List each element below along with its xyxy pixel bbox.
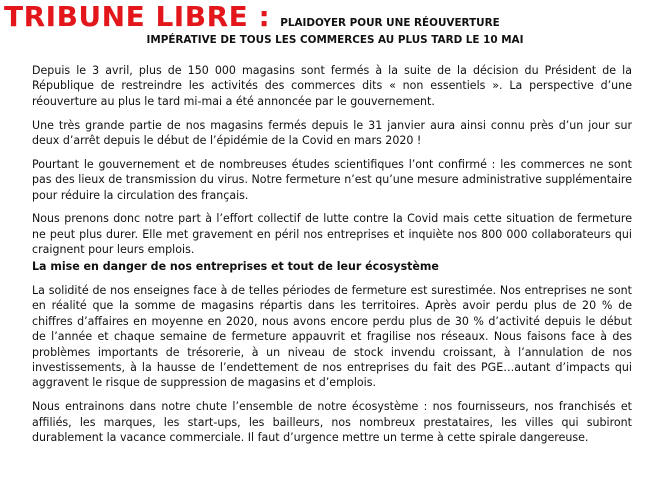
paragraph-5: La solidité de nos enseignes face à de telles périodes de fermeture est surestimée. Nos entreprises ne sont en réalité que la somme de magasins répartis dans les territoires. Après avoir perdu plus de 20 % de chiffres d’affaires en moyenne en 2020, nous avons encore perdu plus de 30 % d’activité depuis le début de l’année et chaque semaine de fermeture appauvrit et fragilise nos réseaux. Nous faisons face à des problèmes importants de trésorerie, à un niveau de stock invendu croissant, à l’annulation de nos investissements, à la hausse de l’endettement de nos entreprises du fait des PGE…autant d’impacts qui aggravent le risque de suppression de magasins et d’emplois.: [32, 284, 632, 390]
paragraph-4: Nous prenons donc notre part à l’effort collectif de lutte contre la Covid mais cette situation de fermeture ne peut plus durer. Elle met gravement en péril nos entreprises et inquiète nos 800 000 collaborateurs qui craignent pour leurs emplois.: [32, 212, 632, 257]
paragraph-3: Pourtant le gouvernement et de nombreuses études scientifiques l’ont confirmé : les commerces ne sont pas des lieux de transmission du virus. Notre fermeture n’est qu’une mesure administrative supplémentaire pour réduire la circulation des français.: [32, 157, 632, 202]
article-body: [32, 63, 632, 454]
header: [4, 0, 646, 48]
paragraph-6: Nous entrainons dans notre chute l’ensemble de notre écosystème : nos fournisseurs, nos franchisés et affiliés, les marques, les start-ups, les bailleurs, nos nombreux prestataires, les villes qui subiront durablement la vacance commerciale. Il faut d’urgence mettre un terme à cette spirale dangereuse.: [32, 400, 632, 445]
paragraph-1: Depuis le 3 avril, plus de 150 000 magasins sont fermés à la suite de la décision du Président de la République de restreindre les activités des commerces dits « non essentiels ». La perspective d’une réouverture au plus le tard mi-mai a été annoncée par le gouvernement.: [32, 64, 632, 108]
section-heading: La mise en danger de nos entreprises et tout de leur écosystème: [32, 259, 439, 273]
page-title: TRIBUNE LIBRE :: [4, 0, 271, 33]
paragraph-2: Une très grande partie de nos magasins fermés depuis le 31 janvier aura ainsi connu près d’un jour sur deux d’arrêt depuis le début de l’épidémie de la Covid en mars 2020 !: [32, 118, 632, 148]
page-subtitle-line2: IMPÉRATIVE DE TOUS LES COMMERCES AU PLUS TARD LE 10 MAI: [146, 34, 524, 46]
title-row: [4, 0, 646, 33]
page-subtitle-line1: PLAIDOYER POUR UNE RÉOUVERTURE: [280, 17, 500, 29]
